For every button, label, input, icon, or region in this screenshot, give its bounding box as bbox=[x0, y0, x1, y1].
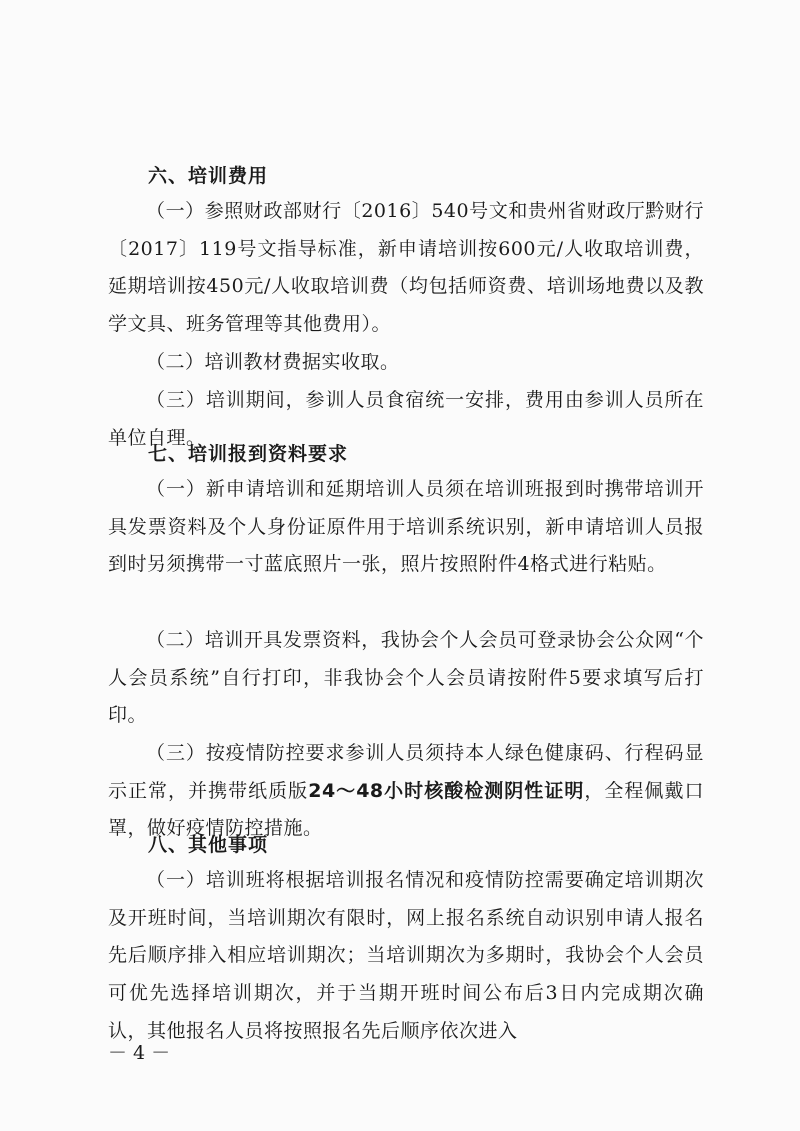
page-number: －4－ bbox=[108, 1042, 177, 1064]
registration-paragraph-1: （一）新申请培训和延期培训人员须在培训班报到时携带培训开具发票资料及个人身份证原件用于培训系统识别，新申请培训人员报到时另须携带一寸蓝底照片一张，照片按照附件4格式进行粘贴。 bbox=[108, 478, 704, 576]
fees-paragraph-2: （二）培训教材费据实收取。 bbox=[146, 351, 400, 373]
section-heading-fees: 六、培训费用 bbox=[148, 165, 269, 187]
fees-paragraph-1: （一）参照财政部财行〔2016〕540号文和贵州省财政厅黔财行〔2017〕119号文指导标准，新申请培训按600元/人收取培训费，延期培训按450元/人收取培训费（均包括师资费、培训场地费以及教学文具、班务管理等其他费用）。 bbox=[108, 200, 704, 336]
nucleic-acid-requirement: 24～48小时核酸检测阴性证明 bbox=[308, 779, 585, 802]
epidemic-text-after: ，全程佩戴口罩，做好疫情防控措施。 bbox=[108, 779, 704, 840]
section-heading-other: 八、其他事项 bbox=[148, 834, 269, 856]
epidemic-text-before: （三）按疫情防控要求参训人员须持本人绿色健康码、行程码显示正常，并携带纸质版 bbox=[108, 742, 704, 802]
registration-paragraph-3 bbox=[108, 735, 704, 848]
fees-paragraph-3: （三）培训期间，参训人员食宿统一安排，费用由参训人员所在单位自理。 bbox=[108, 389, 704, 449]
other-paragraph-1: （一）培训班将根据培训报名情况和疫情防控需要确定培训期次及开班时间，当培训期次有限时，网上报名系统自动识别申请人报名先后顺序排入相应培训期次；当培训期次为多期时，我协会个人会员可优先选择培训期次，并于当期开班时间公布后3日内完成期次确认，其他报名人员将按照报名先后顺序依次进入 bbox=[108, 869, 704, 1042]
section-heading-registration: 七、培训报到资料要求 bbox=[148, 443, 349, 465]
registration-paragraph-2: （二）培训开具发票资料，我协会个人会员可登录协会公众网“个人会员系统”自行打印，非我协会个人会员请按附件5要求填写后打印。 bbox=[108, 629, 704, 727]
